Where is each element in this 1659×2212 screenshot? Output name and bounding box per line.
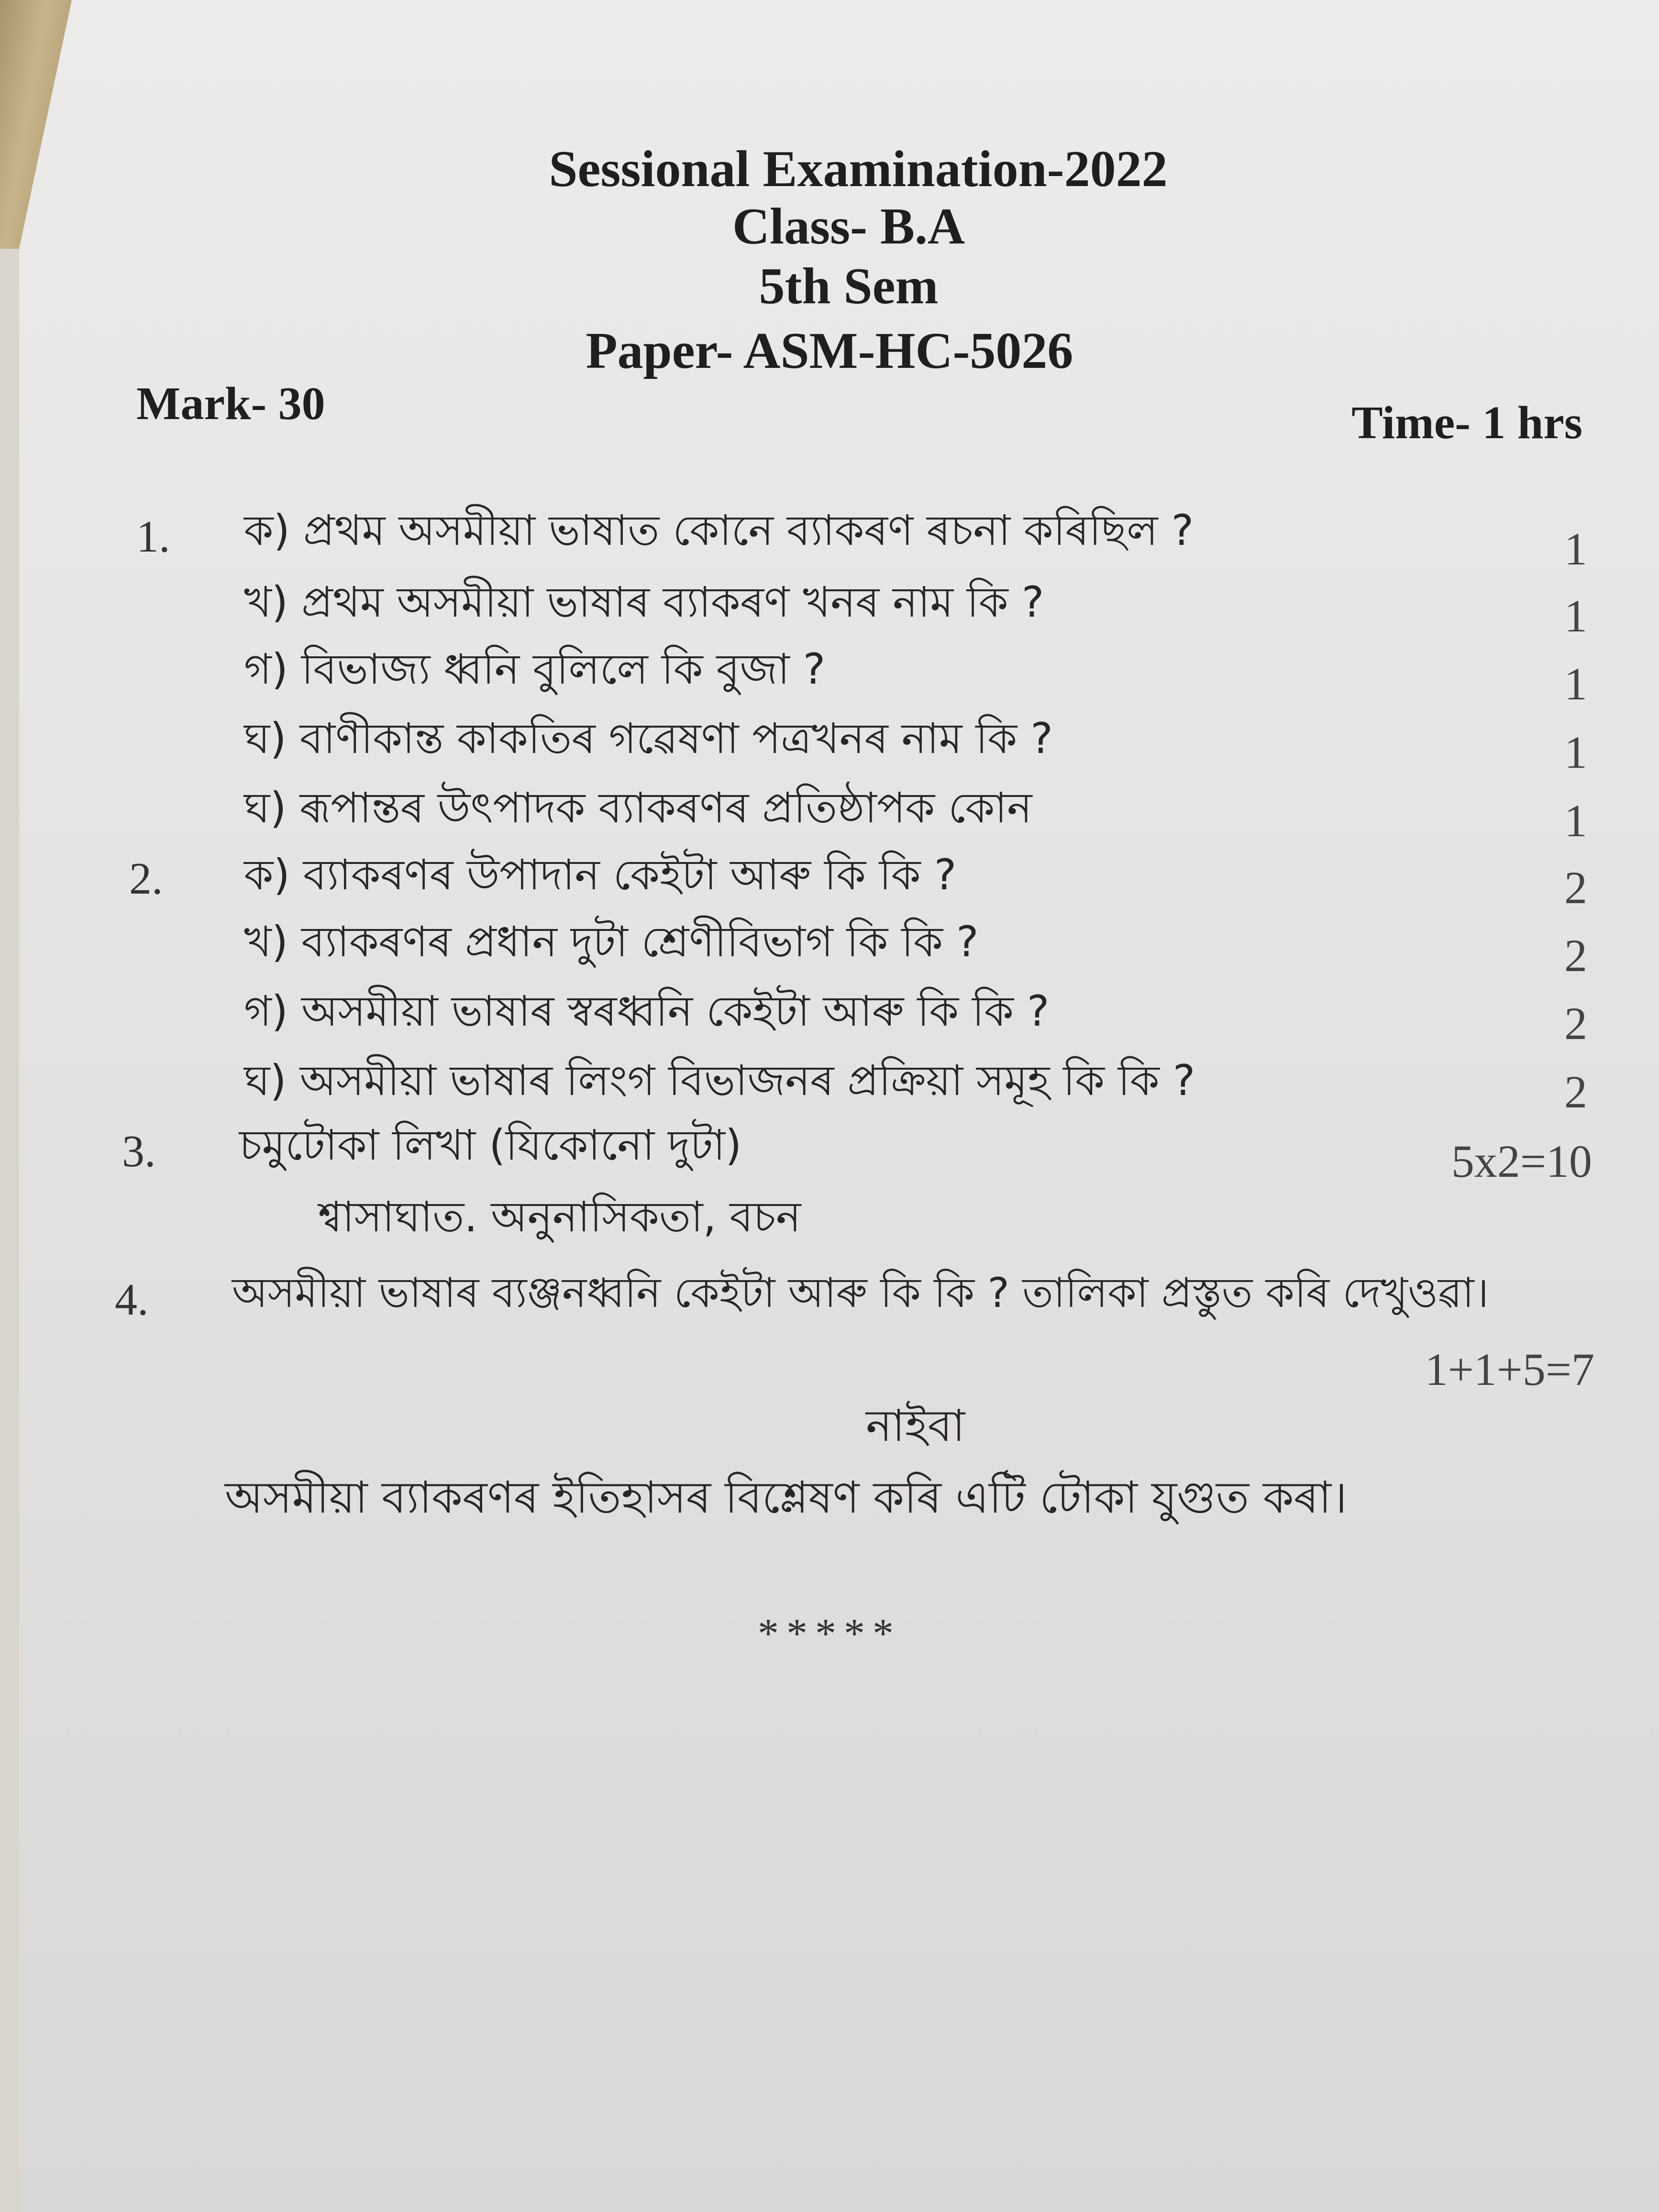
exam-title: Sessional Examination-2022	[549, 141, 1168, 198]
exam-time: Time- 1 hrs	[1351, 397, 1582, 449]
question-part: ঘ) ৰূপান্তৰ উৎপাদক ব্যাকৰণৰ প্ৰতিষ্ঠাপক কোন	[244, 783, 1032, 832]
total-marks: Mark- 30	[136, 378, 325, 430]
alternative-question: অসমীয়া ব্যাকৰণৰ ইতিহাসৰ বিশ্লেষণ কৰি এটি টোকা যুগুত কৰা।	[225, 1472, 1348, 1523]
question-number: 4.	[115, 1275, 149, 1325]
question-part: খ) ব্যাকৰণৰ প্ৰধান দুটা শ্ৰেণীবিভাগ কি কি ?	[244, 917, 979, 966]
question-number: 2.	[129, 854, 163, 904]
question-mark: 2	[1564, 998, 1587, 1049]
question-mark: 1	[1564, 795, 1587, 846]
question-number: 3.	[122, 1127, 156, 1176]
question-mark: 1+1+5=7	[1425, 1344, 1594, 1395]
question-mark: 1	[1564, 590, 1587, 641]
exam-semester: 5th Sem	[759, 258, 939, 315]
question-part: ক) ব্যাকৰণৰ উপাদান কেইটা আৰু কি কি ?	[244, 850, 957, 899]
question-mark: 5x2=10	[1451, 1136, 1592, 1187]
question-mark: 1	[1564, 727, 1587, 778]
exam-paper-code: Paper- ASM-HC-5026	[586, 322, 1073, 379]
question-text: চমুটোকা লিখা (যিকোনো দুটা)	[239, 1120, 742, 1170]
question-mark: 2	[1564, 862, 1587, 913]
alternative-label: নাইবা	[866, 1400, 965, 1451]
question-mark: 2	[1564, 1066, 1587, 1117]
question-part: ক) প্ৰথম অসমীয়া ভাষাত কোনে ব্যাকৰণ ৰচনা কৰিছিল ?	[244, 506, 1194, 555]
question-part: গ) অসমীয়া ভাষাৰ স্বৰধ্বনি কেইটা আৰু কি কি ?	[244, 986, 1050, 1036]
question-part: ঘ) বাণীকান্ত কাকতিৰ গৱেষণা পত্ৰখনৰ নাম কি ?	[244, 714, 1053, 763]
question-number: 1.	[136, 512, 170, 562]
question-part: খ) প্ৰথম অসমীয়া ভাষাৰ ব্যাকৰণ খনৰ নাম কি ?	[244, 577, 1044, 627]
question-mark: 1	[1564, 523, 1587, 575]
question-subtext: শ্বাসাঘাত. অনুনাসিকতা, বচন	[318, 1192, 801, 1241]
question-text: অসমীয়া ভাষাৰ ব্যঞ্জনধ্বনি কেইটা আৰু কি কি ? তালিকা প্ৰস্তুত কৰি দেখুওৱা।	[232, 1269, 1489, 1317]
end-marker: *****	[758, 1611, 901, 1657]
question-part: গ) বিভাজ্য ধ্বনি বুলিলে কি বুজা ?	[244, 644, 826, 694]
exam-class: Class- B.A	[732, 198, 965, 255]
question-mark: 1	[1564, 658, 1587, 709]
question-part: ঘ) অসমীয়া ভাষাৰ লিংগ বিভাজনৰ প্ৰক্ৰিয়া সমূহ কি কি ?	[244, 1056, 1195, 1105]
question-mark: 2	[1564, 930, 1587, 981]
